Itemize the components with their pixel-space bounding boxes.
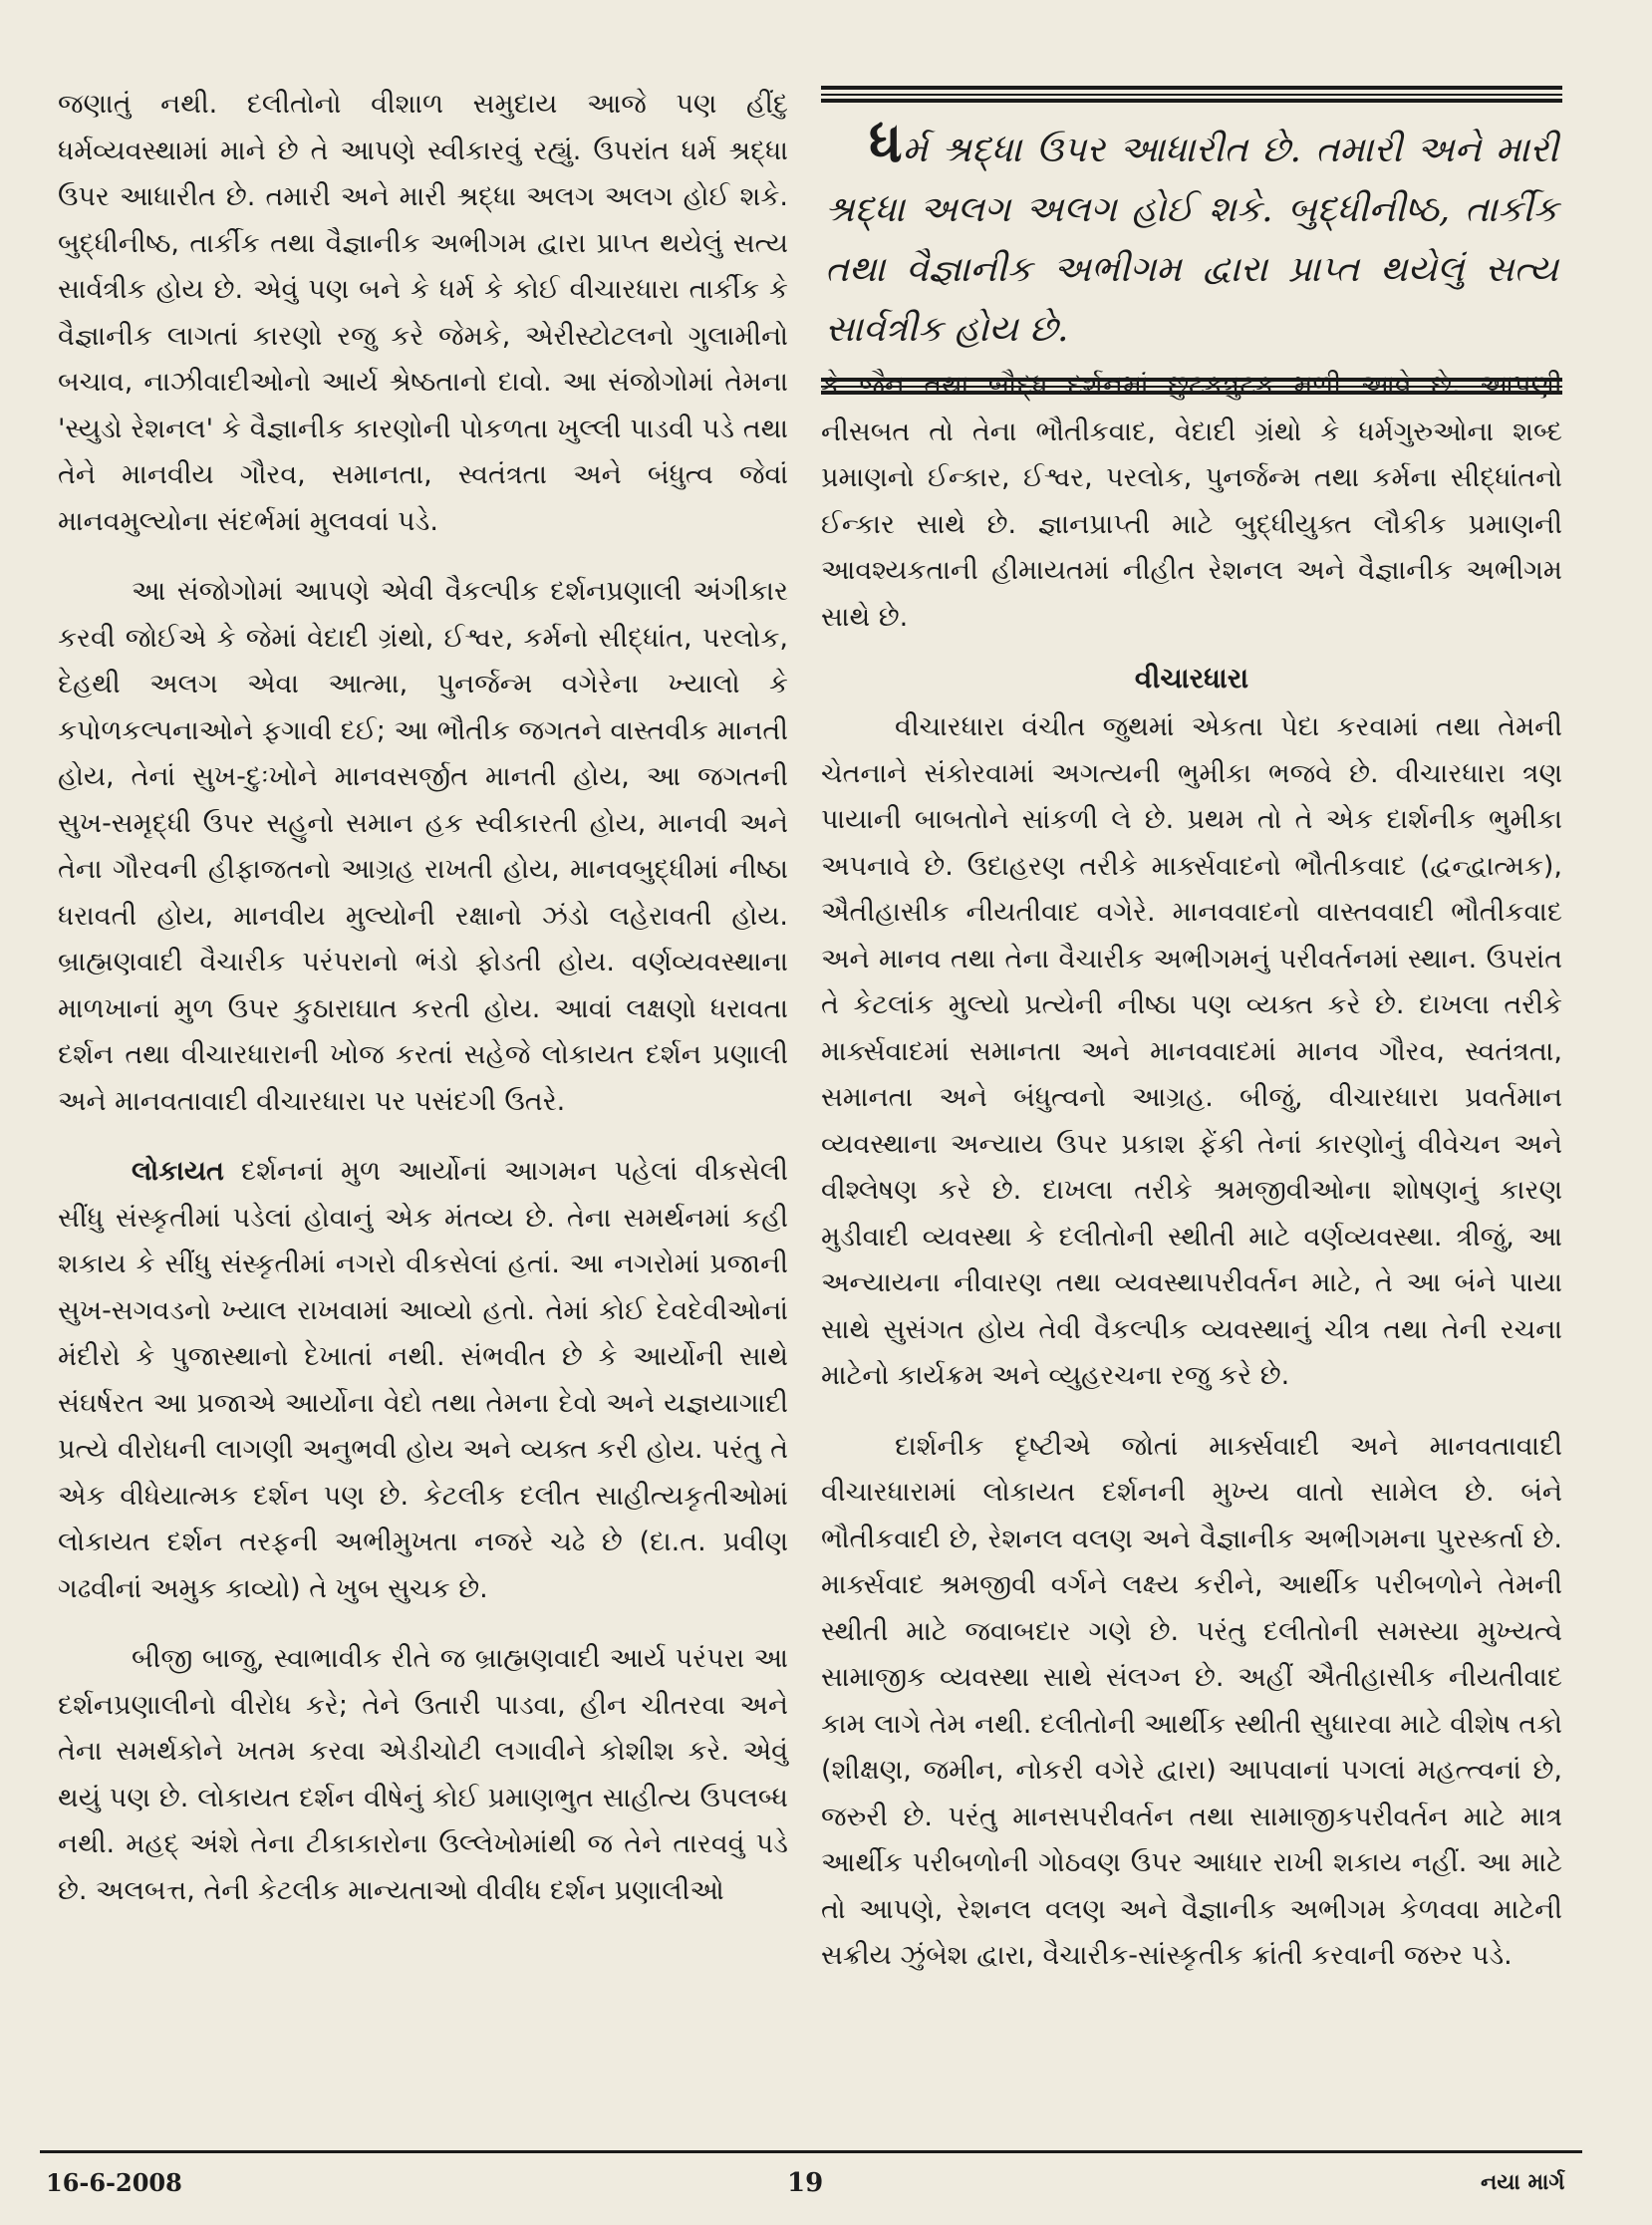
- right-column: [821, 363, 1562, 1980]
- pull-quote-body: ર્મ શ્રદ્ધા ઉપર આધારીત છે. તમારી અને મારી શ્રદ્ધા અલગ અલગ હોઈ શકે. બુદ્ધીનીષ્ઠ, તાર્કીક તથા વૈજ્ઞાનીક અભીગમ દ્વારા પ્રાપ્ત થયેલું સત્ય સાર્વત્રીક હોય છે.: [825, 130, 1558, 350]
- lead-word: લોકાયત: [132, 1156, 224, 1187]
- paragraph-lokayat-origins-text: દર્શનનાં મુળ આર્યોનાં આગમન પહેલાં વીકસેલી સીંધુ સંસ્કૃતીમાં પડેલાં હોવાનું એક મંતવ્ય છે. તેના સમર્થનમાં કહી શકાય કે સીંધુ સંસ્કૃતીમાં નગરો વીકસેલાં હતાં. આ નગરોમાં પ્રજાની સુખ-સગવડનો ખ્યાલ રાખવામાં આવ્યો હતો. તેમાં કોઈ દેવદેવીઓનાં મંદીરો કે પુજાસ્થાનો દેખાતાં નથી. સંભવીત છે કે આર્યોની સાથે સંઘર્ષરત આ પ્રજાએ આર્યોના વેદો તથા તેમના દેવો અને યજ્ઞયાગાદી પ્રત્યે વીરોધની લાગણી અનુભવી હોય અને વ્યક્ત કરી હોય. પરંતુ તે એક વીધેયાત્મક દર્શન પણ છે. કેટલીક દલીત સાહીત્યકૃતીઓમાં લોકાયત દર્શન તરફની અભીમુખતા નજરે ચઢે છે (દા.ત. પ્રવીણ ગઢવીનાં અમુક કાવ્યો) તે ખુબ સુચક છે.: [58, 1156, 788, 1604]
- dropcap: ધ: [869, 110, 903, 175]
- pull-quote-top-rules: [821, 86, 1562, 103]
- paragraph-lokayat-origins: [58, 1149, 788, 1612]
- paragraph-philosophical-view: દાર્શનીક દૃષ્ટીએ જોતાં માર્ક્સવાદી અને માનવતાવાદી વીચારધારામાં લોકાયત દર્શનની મુખ્ય વાતો સામેલ છે. બંને ભૌતીકવાદી છે, રેશનલ વલણ અને વૈજ્ઞાનીક અભીગમના પુરસ્કર્તા છે. માર્ક્સવાદ શ્રમજીવી વર્ગને લક્ષ્ય કરીને, આર્થીક પરીબળોને તેમની સ્થીતી માટે જવાબદાર ગણે છે. પરંતુ દલીતોની સમસ્યા મુખ્યત્વે સામાજીક વ્યવસ્થા સાથે સંલગ્ન છે. અહીં ઐતીહાસીક નીયતીવાદ કામ લાગે તેમ નથી. દલીતોની આર્થીક સ્થીતી સુધારવા માટે વીશેષ તકો (શીક્ષણ, જમીન, નોકરી વગેરે દ્વારા) આપવાનાં પગલાં મહત્ત્વનાં છે, જરુરી છે. પરંતુ માનસપરીવર્તન તથા સામાજીકપરીવર્તન માટે માત્ર આર્થીક પરીબળોની ગોઠવણ ઉપર આધાર રાખી શકાય નહીં. આ માટે તો આપણે, રેશનલ વલણ અને વૈજ્ઞાનીક અભીગમ કેળવવા માટેની સક્રીય ઝુંબેશ દ્વારા, વૈચારીક-સાંસ્કૃતીક ક્રાંતી કરવાની જરુર પડે.: [821, 1430, 1562, 1971]
- paragraph-alternative-philosophy: આ સંજોગોમાં આપણે એવી વૈકલ્પીક દર્શનપ્રણાલી અંગીકાર કરવી જોઈએ કે જેમાં વેદાદી ગ્રંથો, ઈશ્વર, કર્મનો સીદ્ધાંત, પરલોક, દેહથી અલગ એવા આત્મા, પુનર્જન્મ વગેરેના ખ્યાલો કે કપોળકલ્પનાઓને ફગાવી દઈ; આ ભૌતીક જગતને વાસ્તવીક માનતી હોય, તેનાં સુખ-દુઃખોને માનવસર્જીત માનતી હોય, આ જગતની સુખ-સમૃદ્ધી ઉપર સહુનો સમાન હક સ્વીકારતી હોય, માનવી અને તેના ગૌરવની હીફાજતનો આગ્રહ રાખતી હોય, માનવબુદ્ધીમાં નીષ્ઠા ધરાવતી હોય, માનવીય મુલ્યોની રક્ષાનો ઝંડો લહેરાવતી હોય. બ્રાહ્મણવાદી વૈચારીક પરંપરાનો ભંડો ફોડતી હોય. વર્ણવ્યવસ્થાના માળખાનાં મુળ ઉપર કુઠારાઘાત કરતી હોય. આવાં લક્ષણો ધરાવતા દર્શન તથા વીચારધારાની ખોજ કરતાં સહેજે લોકાયત દર્શન પ્રણાલી અને માનવતાવાદી વીચારધારા પર પસંદગી ઉતરે.: [58, 576, 788, 1117]
- pull-quote: [821, 86, 1562, 395]
- section-heading: વીચારધારા: [1134, 662, 1249, 695]
- footer-date: 16-6-2008: [46, 2168, 182, 2197]
- left-column: [58, 82, 788, 1914]
- paragraph-jain-buddhist: કે જૈન તથા બૌદ્ધ દર્શનમાં છુટકત્રુટક મળી આવે છે. આપણી નીસબત તો તેના ભૌતીકવાદ, વેદાદી ગ્રંથો કે ધર્મગુરુઓના શબ્દ પ્રમાણનો ઈન્કાર, ઈશ્વર, પરલોક, પુનર્જન્મ તથા કર્મના સીદ્ધાંતનો ઈન્કાર સાથે છે. જ્ઞાનપ્રાપ્તી માટે બુદ્ધીયુક્ત લૌકીક પ્રમાણની આવશ્યકતાની હીમાયતમાં નીહીત રેશનલ અને વૈજ્ઞાનીક અભીગમ સાથે છે.: [821, 370, 1562, 633]
- paragraph-ideology-role: વીચારધારા વંચીત જુથમાં એકતા પેદા કરવામાં તથા તેમની ચેતનાને સંકોરવામાં અગત્યની ભુમીકા ભજવે છે. વીચારધારા ત્રણ પાયાની બાબતોને સાંકળી લે છે. પ્રથમ તો તે એક દાર્શનીક ભુમીકા અપનાવે છે. ઉદાહરણ તરીકે માર્ક્સવાદનો ભૌતીકવાદ (દ્વન્દ્વાત્મક), ઐતીહાસીક નીયતીવાદ વગેરે. માનવવાદનો વાસ્તવવાદી ભૌતીકવાદ અને માનવ તથા તેના વૈચારીક અભીગમનું પરીવર્તનમાં સ્થાન. ઉપરાંત તે કેટલાંક મુલ્યો પ્રત્યેની નીષ્ઠા પણ વ્યક્ત કરે છે. દાખલા તરીકે માર્ક્સવાદમાં સમાનતા અને માનવવાદમાં માનવ ગૌરવ, સ્વતંત્રતા, સમાનતા અને બંધુત્વનો આગ્રહ. બીજું, વીચારધારા પ્રવર્તમાન વ્યવસ્થાના અન્યાય ઉપર પ્રકાશ ફેંકી તેનાં કારણોનું વીવેચન અને વીશ્લેષણ કરે છે. દાખલા તરીકે શ્રમજીવીઓના શોષણનું કારણ મુડીવાદી વ્યવસ્થા કે દલીતોની સ્થીતી માટે વર્ણવ્યવસ્થા. ત્રીજું, આ અન્યાયના નીવારણ તથા વ્યવસ્થાપરીવર્તન માટે, તે આ બંને પાયા સાથે સુસંગત હોય તેવી વૈકલ્પીક વ્યવસ્થાનું ચીત્ર તથા તેની રચના માટેનો કાર્યક્રમ અને વ્યુહરચના રજુ કરે છે.: [821, 711, 1562, 1391]
- page-number: 19: [787, 2168, 824, 2198]
- paragraph-continuation: જણાતું નથી. દલીતોનો વીશાળ સમુદાય આજે પણ હીંદુ ધર્મવ્યવસ્થામાં માને છે તે આપણે સ્વીકારવું રહ્યું. ઉપરાંત ધર્મ શ્રદ્ધા ઉપર આધારીત છે. તમારી અને મારી શ્રદ્ધા અલગ અલગ હોઈ શકે. બુદ્ધીનીષ્ઠ, તાર્કીક તથા વૈજ્ઞાનીક અભીગમ દ્વારા પ્રાપ્ત થયેલું સત્ય સાર્વત્રીક હોય છે. એવું પણ બને કે ધર્મ કે કોઈ વીચારધારા તાર્કીક કે વૈજ્ઞાનીક લાગતાં કારણો રજુ કરે જેમકે, એરીસ્ટોટલનો ગુલામીનો બચાવ, નાઝીવાદીઓનો આર્ય શ્રેષ્ઠતાનો દાવો. આ સંજોગોમાં તેમના 'સ્યુડો રેશનલ' કે વૈજ્ઞાનીક કારણોની પોકળતા ખુલ્લી પાડવી પડે તથા તેને માનવીય ગૌરવ, સમાનતા, સ્વતંત્રતા અને બંધુત્વ જેવાં માનવમુલ્યોના સંદર્ભમાં મુલવવાં પડે.: [58, 89, 788, 537]
- publication-title: નયા માર્ગ: [1481, 2170, 1565, 2195]
- footer-divider: [40, 2150, 1582, 2153]
- paragraph-brahminical-opposition: બીજી બાજુ, સ્વાભાવીક રીતે જ બ્રાહ્મણવાદી આર્ય પરંપરા આ દર્શનપ્રણાલીનો વીરોધ કરે; તેને ઉતારી પાડવા, હીન ચીતરવા અને તેના સમર્થકોને ખતમ કરવા એડીચોટી લગાવીને કોશીશ કરે. એવું થયું પણ છે. લોકાયત દર્શન વીષેનું કોઈ પ્રમાણભુત સાહીત્ય ઉપલબ્ધ નથી. મહદ્ અંશે તેના ટીકાકારોના ઉલ્લેખોમાંથી જ તેને તારવવું પડે છે. અલબત્ત, તેની કેટલીક માન્યતાઓ વીવીધ દર્શન પ્રણાલીઓ: [58, 1643, 788, 1906]
- pull-quote-text: [821, 110, 1562, 360]
